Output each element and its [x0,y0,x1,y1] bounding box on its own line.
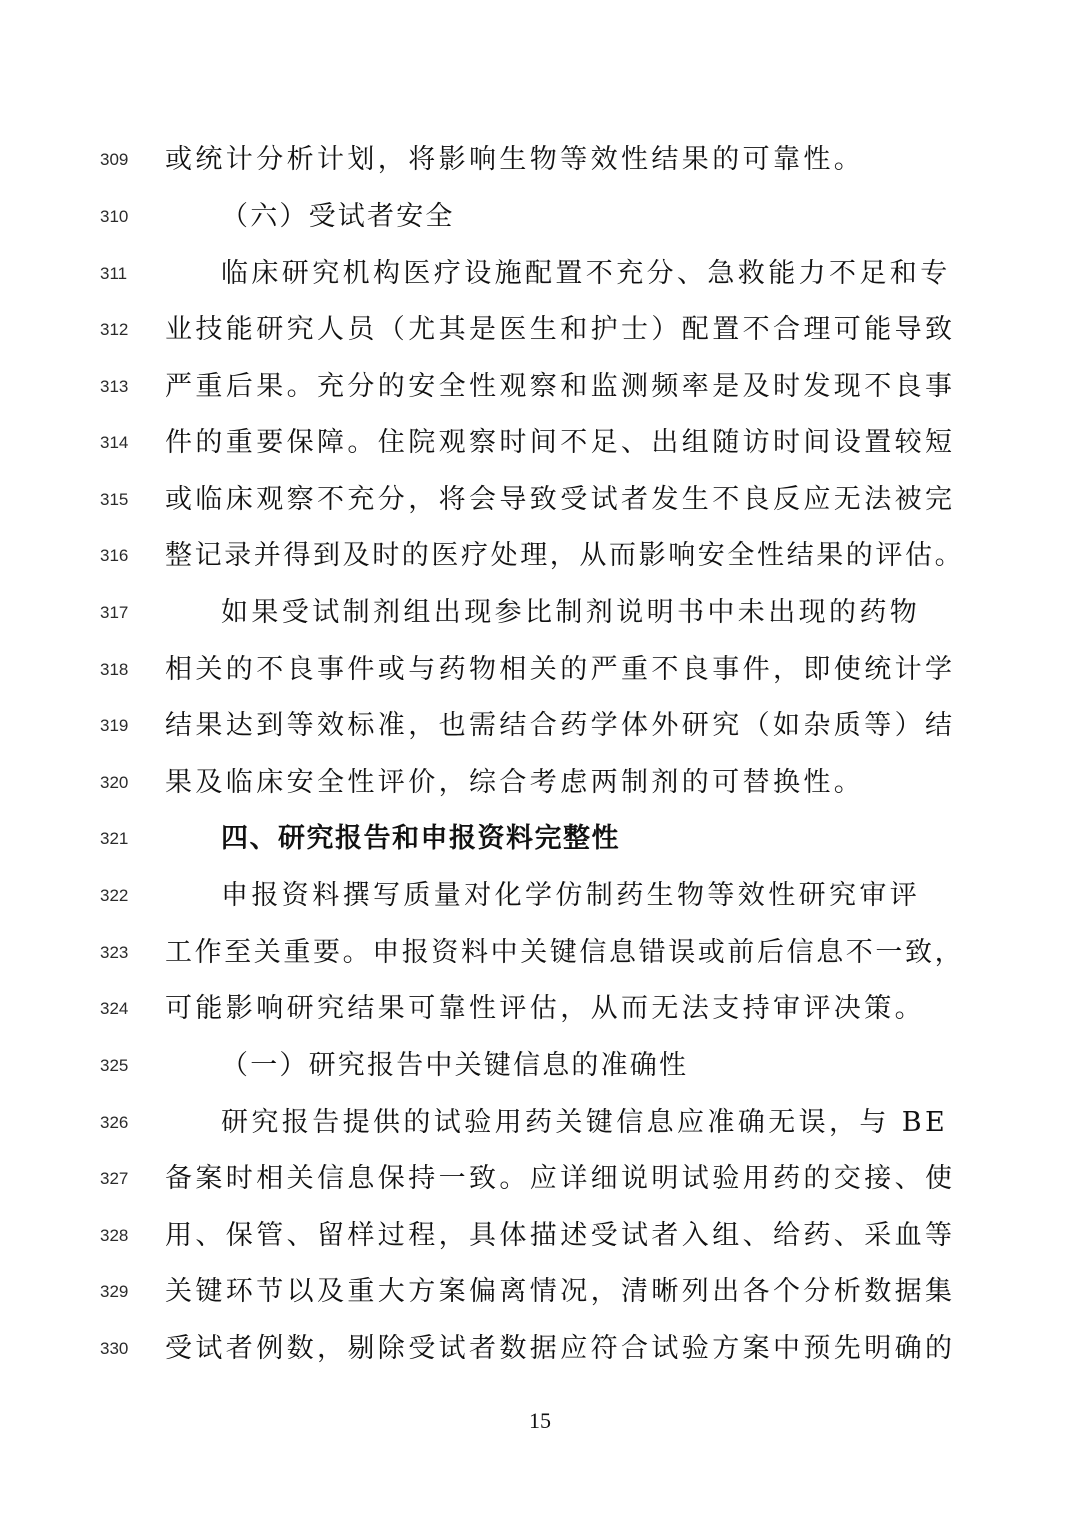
line-number: 309 [100,150,129,169]
line-text: 工作至关重要。申报资料中关键信息错误或前后信息不一致， [165,937,965,968]
text-line [0,472,1080,528]
line-number: 312 [100,320,129,339]
line-text: 果及临床安全性评价，综合考虑两制剂的可替换性。 [165,767,865,798]
line-text: 件的重要保障。住院观察时间不足、出组随访时间设置较短 [165,427,956,458]
text-line [0,246,1080,302]
text-line [0,1264,1080,1320]
line-number: 330 [100,1339,129,1358]
line-text: 整记录并得到及时的医疗处理，从而影响安全性结果的评估。 [165,540,965,571]
page-number: 15 [529,1408,551,1433]
line-number: 328 [100,1226,129,1245]
line-text: 关键环节以及重大方案偏离情况，清晰列出各个分析数据集 [165,1276,956,1307]
text-line [0,528,1080,584]
line-text: 严重后果。充分的安全性观察和监测频率是及时发现不良事 [165,371,956,402]
text-line [0,981,1080,1037]
line-number: 324 [100,999,129,1018]
line-number: 314 [100,433,129,452]
text-line [0,132,1080,188]
text-line [0,189,1080,245]
text-line [0,755,1080,811]
text-line [0,585,1080,641]
line-number: 326 [100,1113,129,1132]
line-number: 311 [100,264,128,283]
line-text: 或统计分析计划，将影响生物等效性结果的可靠性。 [165,144,865,175]
text-line [0,925,1080,981]
line-number: 318 [100,660,129,679]
text-line [0,1208,1080,1264]
line-text: 相关的不良事件或与药物相关的严重不良事件，即使统计学 [165,654,956,685]
text-line [0,811,1080,867]
text-line [0,1321,1080,1377]
line-number: 323 [100,943,129,962]
line-number: 327 [100,1169,129,1188]
text-line [0,415,1080,471]
text-line [0,1151,1080,1207]
line-text: 研究报告提供的试验用药关键信息应准确无误，与 BE [221,1107,949,1138]
text-line [0,302,1080,358]
text-line [0,698,1080,754]
line-text: 用、保管、留样过程，具体描述受试者入组、给药、采血等 [165,1220,956,1251]
line-number: 329 [100,1282,129,1301]
subsection-heading: （一）研究报告中关键信息的准确性 [221,1050,689,1081]
line-text: 受试者例数，剔除受试者数据应符合试验方案中预先明确的 [165,1333,956,1364]
text-line [0,1038,1080,1094]
line-text: 如果受试制剂组出现参比制剂说明书中未出现的药物 [221,597,921,628]
line-text: 备案时相关信息保持一致。应详细说明试验用药的交接、使 [165,1163,956,1194]
line-number: 316 [100,546,129,565]
subsection-heading: （六）受试者安全 [221,201,455,232]
line-text: 可能影响研究结果可靠性评估，从而无法支持审评决策。 [165,993,925,1024]
text-line [0,359,1080,415]
line-number: 319 [100,716,129,735]
line-number: 310 [100,207,129,226]
line-number: 313 [100,377,129,396]
text-line [0,1095,1080,1151]
line-number: 322 [100,886,129,905]
line-number: 321 [100,829,129,848]
line-number: 325 [100,1056,129,1075]
line-number: 320 [100,773,129,792]
text-line [0,868,1080,924]
line-text: 临床研究机构医疗设施配置不充分、急救能力不足和专 [221,258,951,289]
line-text: 申报资料撰写质量对化学仿制药生物等效性研究审评 [221,880,921,911]
line-text: 结果达到等效标准，也需结合药学体外研究（如杂质等）结 [165,710,956,741]
section-heading: 四、研究报告和申报资料完整性 [221,823,620,854]
line-text: 或临床观察不充分，将会导致受试者发生不良反应无法被完 [165,484,956,515]
line-number: 317 [100,603,129,622]
line-text: 业技能研究人员（尤其是医生和护士）配置不合理可能导致 [165,314,956,345]
line-number: 315 [100,490,129,509]
text-line [0,642,1080,698]
